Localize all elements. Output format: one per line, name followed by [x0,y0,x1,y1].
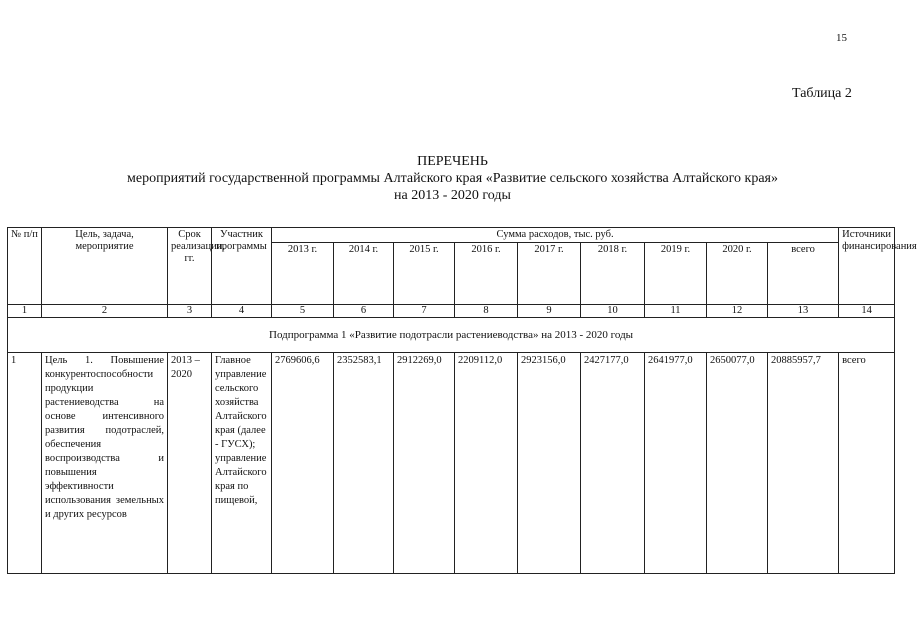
document-heading [0,153,905,204]
row-no: 1 [8,353,42,574]
column-number: 12 [707,305,768,318]
measures-table [7,227,917,574]
column-number: 8 [455,305,518,318]
row-source: всего [839,353,895,574]
year-header: 2016 г. [455,243,518,305]
row-value-2014: 2352583,1 [334,353,394,574]
column-number: 4 [212,305,272,318]
row-value-total: 20885957,7 [768,353,839,574]
row-participant: Главное управление сельского хозяйства Алтайского края (далее - ГУСХ); управление Алтайского края по пищевой, [212,353,272,574]
column-numbers-row [8,305,895,318]
column-number: 7 [394,305,455,318]
column-number: 11 [645,305,707,318]
year-header: 2014 г. [334,243,394,305]
row-term: 2013 – 2020 [168,353,212,574]
year-header: 2013 г. [272,243,334,305]
table-row [8,353,895,574]
row-value-2020: 2650077,0 [707,353,768,574]
year-header: 2018 г. [581,243,645,305]
table-label: Таблица 2 [792,86,852,101]
year-header: 2019 г. [645,243,707,305]
column-number: 3 [168,305,212,318]
header-row [8,228,895,243]
column-number: 14 [839,305,895,318]
heading-title: ПЕРЕЧЕНЬ [417,154,488,169]
column-number: 13 [768,305,839,318]
heading-period: на 2013 - 2020 годы [394,188,511,203]
row-value-2013: 2769606,6 [272,353,334,574]
row-value-2017: 2923156,0 [518,353,581,574]
header-term: Срок реализации, гг. [168,228,212,305]
column-number: 6 [334,305,394,318]
page-number: 15 [836,32,847,44]
row-goal: Цель 1. Повышение конкурентоспособности продукции растениеводства на основе интенсивного развития подотраслей, обеспечения воспроизводства и повышения эффективности использования земельных и других ресурсов [42,353,168,574]
column-number: 2 [42,305,168,318]
row-value-2015: 2912269,0 [394,353,455,574]
header-source: Источники финансирования [839,228,895,305]
year-header: 2017 г. [518,243,581,305]
heading-subtitle: мероприятий государственной программы Алтайского края «Развитие сельского хозяйства Алтайского края» [127,171,778,186]
year-header: 2020 г. [707,243,768,305]
header-goal: Цель, задача, мероприятие [42,228,168,305]
column-number: 9 [518,305,581,318]
column-number: 1 [8,305,42,318]
column-number: 10 [581,305,645,318]
year-header: 2015 г. [394,243,455,305]
header-no: № п/п [8,228,42,305]
subprogram-title: Подпрограмма 1 «Развитие подотрасли растениеводства» на 2013 - 2020 годы [8,318,895,353]
row-value-2019: 2641977,0 [645,353,707,574]
header-sum: Сумма расходов, тыс. руб. [272,228,839,243]
column-number: 5 [272,305,334,318]
row-value-2018: 2427177,0 [581,353,645,574]
header-participant: Участник программы [212,228,272,305]
year-header-total: всего [768,243,839,305]
subprogram-row [8,318,895,353]
row-value-2016: 2209112,0 [455,353,518,574]
